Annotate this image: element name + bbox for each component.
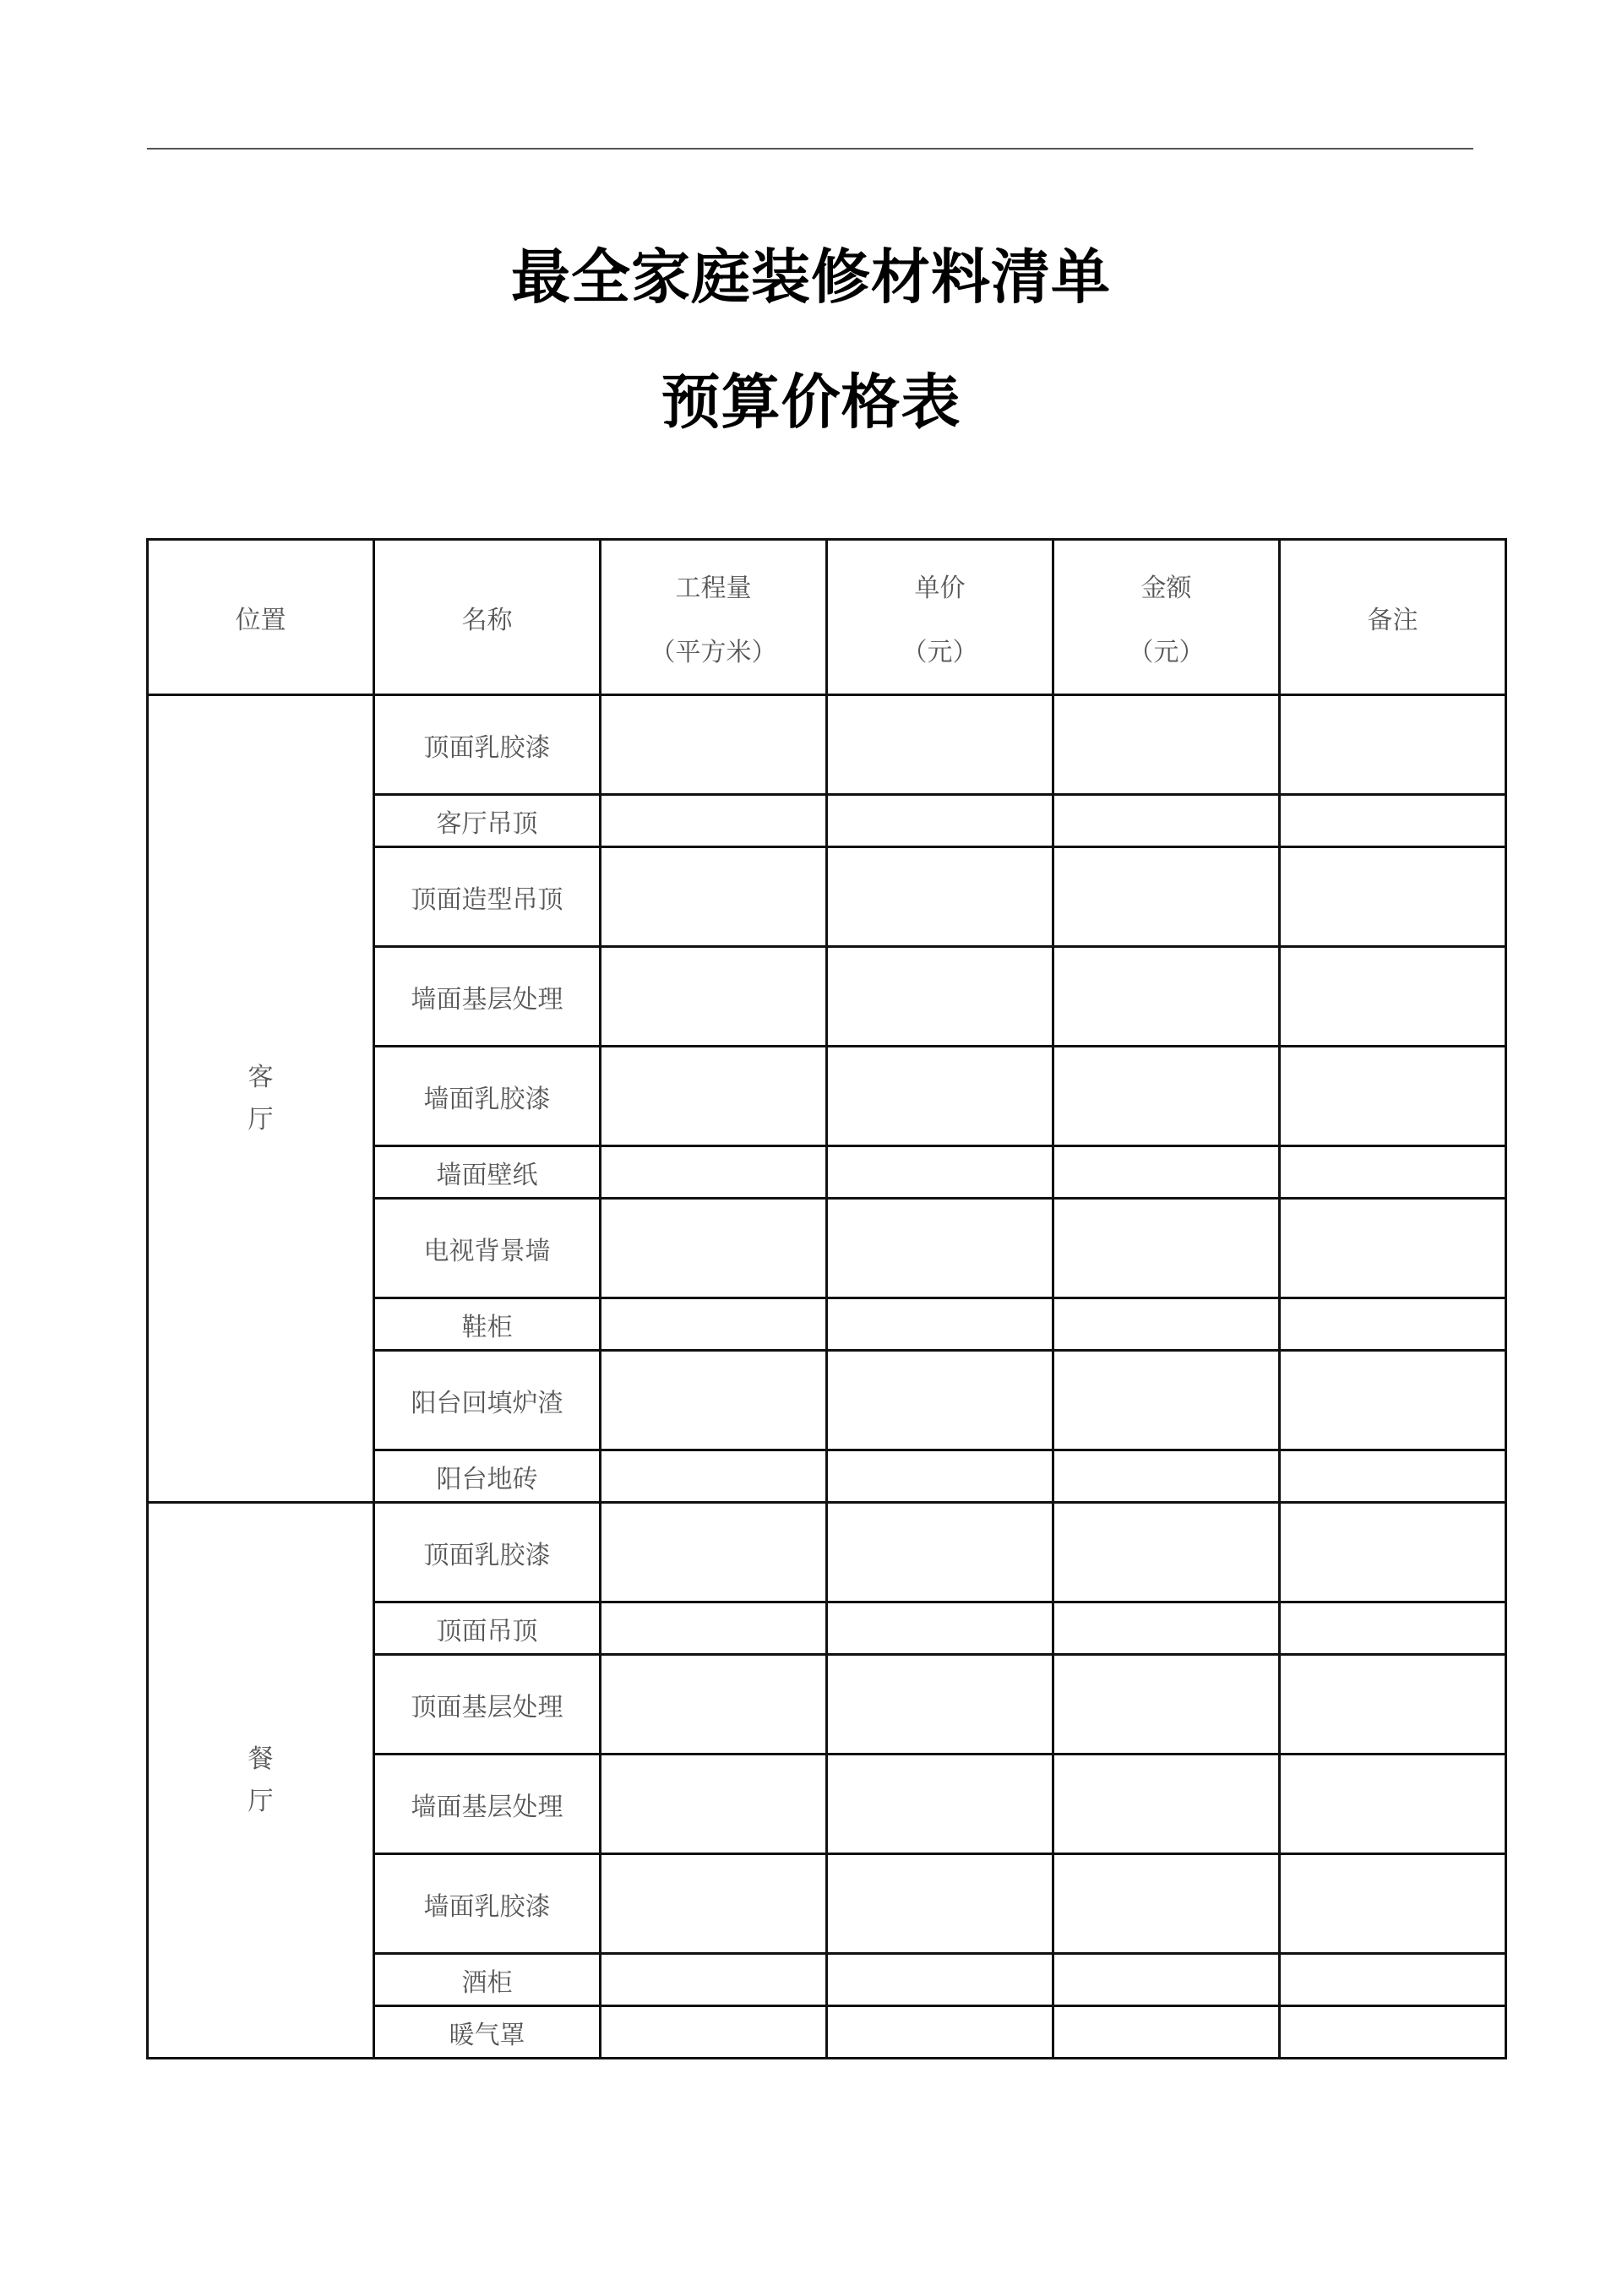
amount-cell[interactable]: [1053, 847, 1280, 947]
unit-price-cell[interactable]: [827, 1047, 1053, 1146]
amount-cell[interactable]: [1053, 1655, 1280, 1755]
unit-price-cell[interactable]: [827, 1954, 1053, 2006]
remarks-cell[interactable]: [1280, 1954, 1506, 2006]
location-char: 厅: [248, 1786, 274, 1816]
quantity-cell[interactable]: [601, 1298, 827, 1351]
remarks-cell[interactable]: [1280, 1602, 1506, 1655]
item-name: 顶面吊顶: [374, 1602, 601, 1655]
header-quantity-unit: （平方米）: [650, 637, 777, 667]
unit-price-cell[interactable]: [827, 1199, 1053, 1298]
remarks-cell[interactable]: [1280, 795, 1506, 847]
header-quantity: [601, 540, 827, 695]
header-unit-price-label: 单价: [914, 573, 966, 603]
location-char: 餐: [248, 1744, 274, 1774]
quantity-cell[interactable]: [601, 1602, 827, 1655]
header-remarks: 备注: [1280, 540, 1506, 695]
amount-cell[interactable]: [1053, 1146, 1280, 1199]
quantity-cell[interactable]: [601, 1655, 827, 1755]
amount-cell[interactable]: [1053, 1450, 1280, 1503]
item-name: 客厅吊顶: [374, 795, 601, 847]
remarks-cell[interactable]: [1280, 1298, 1506, 1351]
remarks-cell[interactable]: [1280, 1146, 1506, 1199]
unit-price-cell[interactable]: [827, 847, 1053, 947]
amount-cell[interactable]: [1053, 1047, 1280, 1146]
unit-price-cell[interactable]: [827, 795, 1053, 847]
table-row: [148, 1503, 1506, 1602]
quantity-cell[interactable]: [601, 1503, 827, 1602]
remarks-cell[interactable]: [1280, 1854, 1506, 1954]
unit-price-cell[interactable]: [827, 1503, 1053, 1602]
remarks-cell[interactable]: [1280, 1047, 1506, 1146]
header-position: 位置: [148, 540, 374, 695]
table-row: [148, 695, 1506, 795]
budget-table: [146, 538, 1507, 2059]
remarks-cell[interactable]: [1280, 1199, 1506, 1298]
remarks-cell[interactable]: [1280, 1755, 1506, 1854]
amount-cell[interactable]: [1053, 947, 1280, 1047]
item-name: 顶面造型吊顶: [374, 847, 601, 947]
location-cell: [148, 1503, 374, 2059]
item-name: 阳台回填炉渣: [374, 1351, 601, 1450]
quantity-cell[interactable]: [601, 1450, 827, 1503]
header-amount-label: 金额: [1140, 573, 1192, 603]
unit-price-cell[interactable]: [827, 1298, 1053, 1351]
unit-price-cell[interactable]: [827, 1351, 1053, 1450]
quantity-cell[interactable]: [601, 1755, 827, 1854]
item-name: 顶面乳胶漆: [374, 1503, 601, 1602]
header-unit-price-unit: （元）: [901, 637, 978, 667]
item-name: 墙面基层处理: [374, 947, 601, 1047]
amount-cell[interactable]: [1053, 1351, 1280, 1450]
unit-price-cell[interactable]: [827, 1450, 1053, 1503]
unit-price-cell[interactable]: [827, 1655, 1053, 1755]
quantity-cell[interactable]: [601, 695, 827, 795]
amount-cell[interactable]: [1053, 2006, 1280, 2059]
item-name: 阳台地砖: [374, 1450, 601, 1503]
item-name: 墙面基层处理: [374, 1755, 601, 1854]
unit-price-cell[interactable]: [827, 1854, 1053, 1954]
amount-cell[interactable]: [1053, 1298, 1280, 1351]
unit-price-cell[interactable]: [827, 695, 1053, 795]
document-title: 最全家庭装修材料清单: [511, 242, 1111, 312]
quantity-cell[interactable]: [601, 1047, 827, 1146]
amount-cell[interactable]: [1053, 695, 1280, 795]
header-amount: [1053, 540, 1280, 695]
item-name: 鞋柜: [374, 1298, 601, 1351]
quantity-cell[interactable]: [601, 1199, 827, 1298]
location-char: 客: [248, 1062, 274, 1092]
item-name: 酒柜: [374, 1954, 601, 2006]
quantity-cell[interactable]: [601, 947, 827, 1047]
quantity-cell[interactable]: [601, 1351, 827, 1450]
remarks-cell[interactable]: [1280, 1351, 1506, 1450]
item-name: 墙面乳胶漆: [374, 1047, 601, 1146]
table-header-row: [148, 540, 1506, 695]
quantity-cell[interactable]: [601, 795, 827, 847]
remarks-cell[interactable]: [1280, 2006, 1506, 2059]
item-name: 墙面乳胶漆: [374, 1854, 601, 1954]
unit-price-cell[interactable]: [827, 1755, 1053, 1854]
item-name: 顶面基层处理: [374, 1655, 601, 1755]
remarks-cell[interactable]: [1280, 947, 1506, 1047]
amount-cell[interactable]: [1053, 1954, 1280, 2006]
remarks-cell[interactable]: [1280, 1655, 1506, 1755]
amount-cell[interactable]: [1053, 1503, 1280, 1602]
unit-price-cell[interactable]: [827, 1146, 1053, 1199]
remarks-cell[interactable]: [1280, 847, 1506, 947]
item-name: 电视背景墙: [374, 1199, 601, 1298]
unit-price-cell[interactable]: [827, 1602, 1053, 1655]
item-name: 墙面壁纸: [374, 1146, 601, 1199]
remarks-cell[interactable]: [1280, 1450, 1506, 1503]
amount-cell[interactable]: [1053, 1199, 1280, 1298]
amount-cell[interactable]: [1053, 1755, 1280, 1854]
item-name: 顶面乳胶漆: [374, 695, 601, 795]
amount-cell[interactable]: [1053, 795, 1280, 847]
header-quantity-label: 工程量: [675, 573, 752, 603]
remarks-cell[interactable]: [1280, 1503, 1506, 1602]
quantity-cell[interactable]: [601, 1854, 827, 1954]
header-rule: [147, 148, 1473, 150]
item-name: 暖气罩: [374, 2006, 601, 2059]
quantity-cell[interactable]: [601, 1954, 827, 2006]
location-char: 厅: [248, 1104, 274, 1134]
amount-cell[interactable]: [1053, 1602, 1280, 1655]
quantity-cell[interactable]: [601, 2006, 827, 2059]
remarks-cell[interactable]: [1280, 695, 1506, 795]
header-amount-unit: （元）: [1128, 637, 1205, 667]
amount-cell[interactable]: [1053, 1854, 1280, 1954]
unit-price-cell[interactable]: [827, 947, 1053, 1047]
quantity-cell[interactable]: [601, 847, 827, 947]
document-subtitle: 预算价格表: [661, 367, 961, 437]
header-unit-price: [827, 540, 1053, 695]
unit-price-cell[interactable]: [827, 2006, 1053, 2059]
location-cell: [148, 695, 374, 1503]
header-name: 名称: [374, 540, 601, 695]
quantity-cell[interactable]: [601, 1146, 827, 1199]
